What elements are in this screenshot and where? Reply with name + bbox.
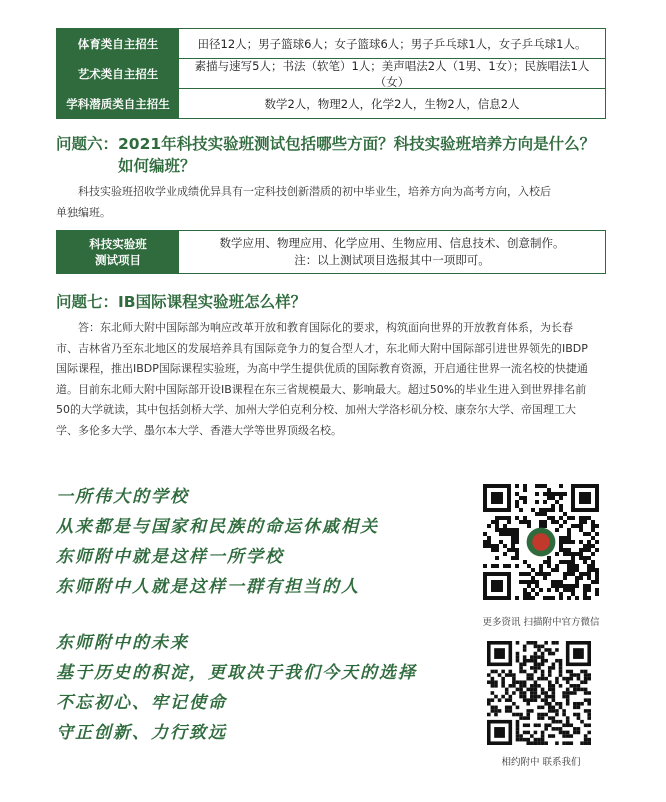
question-six-title-line2: 如何编班？ [118,157,196,175]
slogan-line: 东师附中人就是这样一群有担当的人 [56,577,360,597]
table-row [56,230,606,274]
row-header-line2: 测试项目 [95,253,141,267]
qr-code-image [487,641,591,745]
slogan-line: 东师附中的未来 [56,633,189,653]
question-six-title [56,133,595,177]
row-header: 艺术类自主招生 [57,59,179,88]
contact-qr-caption: 相约附中 联系我们 [501,757,581,768]
row-content: 素描与速写5人；书法（软笔）1人；美声唱法2人（1男、1女）；民族唱法1人（女） [194,58,590,89]
answer-line: 道。目前东北师大附中国际部开设IB课程在东三省规模最大、影响最大。超过50%的毕业生进入到世界排名前 [56,382,587,396]
table-row [56,28,606,59]
qr-code-image [483,484,599,600]
question-seven-title: 问题七：IB国际课程实验班怎么样？ [56,293,307,311]
slogan-line: 守正创新、力行致远 [56,723,227,743]
question-seven-answer [56,318,614,441]
question-six-title-line1: 问题六：2021年科技实验班测试包括哪些方面？科技实验班培养方向是什么？ [56,135,596,153]
row-content: 田径12人；男子篮球6人；女子篮球6人；男子乒乓球1人，女子乒乓球1人。 [197,36,587,51]
answer-line: 50的大学就读，其中包括剑桥大学、加州大学伯克利分校、加州大学洛杉矶分校、康奈尔大学、帝国理工大 [56,403,576,416]
row-content-line2: 注：以上测试项目选报其中一项即可。 [294,253,490,267]
table-row [56,59,606,89]
slogan-line: 不忘初心、牢记使命 [56,693,227,713]
answer-line: 市、吉林省乃至东北地区的发展培养具有国际竞争力的复合型人才，东北师大附中国际部引进世界领先的IBDP [56,341,588,355]
table-row [56,89,606,119]
admission-table [56,28,606,119]
answer-line: 国际课程，推出IBDP国际课程实验班，为高中学生提供优质的国际教育资源，开启通往世界一流名校的快捷通 [56,362,588,375]
slogan-line: 从来都是与国家和民族的命运休戚相关 [56,517,379,537]
row-header-line1: 科技实验班 [89,237,147,251]
slogan-block-two [56,628,417,748]
wechat-qr-code[interactable] [483,484,599,600]
answer-line: 单独编班。 [56,205,111,219]
row-header [57,231,179,273]
row-header: 学科潜质类自主招生 [57,89,179,118]
test-items-table [56,230,606,274]
wechat-qr-caption: 更多资讯 扫描附中官方微信 [482,617,600,628]
answer-line: 答：东北师大附中国际部为响应改革开放和教育国际化的要求，构筑面向世界的开放教育体系，为长春 [78,321,573,334]
row-content-line1: 数学应用、物理应用、化学应用、生物应用、信息技术、创意制作。 [219,236,565,250]
answer-line: 科技实验班招收学业成绩优异具有一定科技创新潜质的初中毕业生，培养方向为高考方向，入校后 [78,185,551,198]
row-content: 数学2人，物理2人，化学2人，生物2人，信息2人 [264,96,520,111]
slogan-block-one [56,482,379,602]
contact-qr-code[interactable] [487,641,591,745]
question-six-answer [56,182,614,223]
row-content [179,231,605,273]
answer-line: 学、多伦多大学、墨尔本大学、香港大学等世界顶级名校。 [56,423,342,437]
row-header: 体育类自主招生 [57,29,179,58]
slogan-line: 东师附中就是这样一所学校 [56,547,284,567]
slogan-line: 一所伟大的学校 [56,487,189,507]
slogan-line: 基于历史的积淀，更取决于我们今天的选择 [56,663,417,683]
